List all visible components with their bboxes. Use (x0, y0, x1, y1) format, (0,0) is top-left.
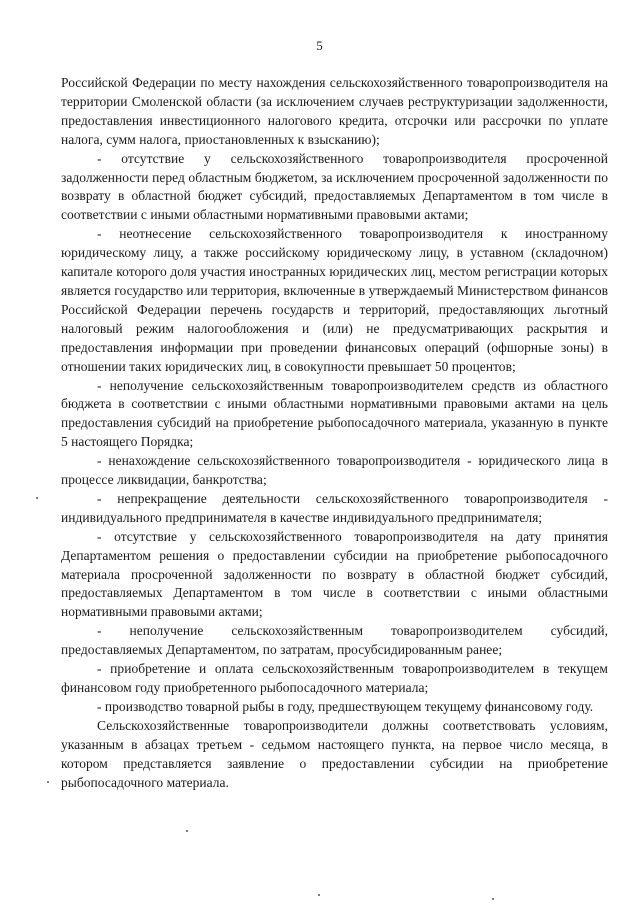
paragraph-list-item: - производство товарной рыбы в году, предшествующем текущему финансовому году. (97, 698, 594, 714)
scan-speck (47, 781, 49, 783)
paragraph-list-item: - отсутствие у сельскохозяйственного товаропроизводителя просроченной задолженности перед областным бюджетом, за исключением просроченной задолженности по возврату в областной бюджет субсидий, предоставляемых Департаментом в том числе в соответствии с иными областными нормативными правовыми актами; (61, 150, 608, 223)
scan-speck (36, 497, 38, 499)
paragraph-continuation: Российской Федерации по месту нахождения сельскохозяйственного товаропроизводителя на территории Смоленской области (за исключением случаев реструктуризации задолженности, предоставления инвестиционного налогового кредита, отсрочки или рассрочки по уплате налога, сумм налога, приостановленных к взысканию); (61, 75, 608, 147)
scan-speck (318, 894, 320, 896)
paragraph-list-item: - приобретение и оплата сельскохозяйственным товаропроизводителем в текущем финансовом году приобретенного рыбопосадочного материала; (61, 661, 608, 695)
document-body (61, 74, 608, 792)
paragraph-list-item: - отсутствие у сельскохозяйственного товаропроизводителя на дату принятия Департаментом решения о предоставлении субсидии на приобретение рыбопосадочного материала просроченной задолженности по возврату в областной бюджет субсидий, предоставляемых Департаментом в том числе в соответствии с иными областными нормативными правовыми актами; (61, 528, 608, 620)
scan-speck (492, 898, 494, 900)
paragraph-list-item: - неполучение сельскохозяйственным товаропроизводителем средств из областного бюджета в соответствии с иными областными нормативными правовыми актами на цель предоставления субсидий на приобретение рыбопосадочного материала, указанную в пункте 5 настоящего Порядка; (61, 377, 608, 450)
paragraph-list-item: - неотнесение сельскохозяйственного товаропроизводителя к иностранному юридическому лицу, а также российскому юридическому лицу, в уставном (складочном) капитале которого доля участия иностранных юридических лиц, местом регистрации которых является государство или территория, включенные в утверждаемый Министерством финансов Российской Федерации перечень государств и территорий, предоставляющих льготный налоговый режим налогообложения и (или) не предусматривающих раскрытия и предоставления информации при проведении финансовых операций (офшорные зоны) в отношении таких юридических лиц, в совокупности превышает 50 процентов; (61, 226, 608, 374)
scan-speck (186, 830, 188, 832)
paragraph-closing: Сельскохозяйственные товаропроизводители должны соответствовать условиям, указанным в абзацах третьем - седьмом настоящего пункта, на первое число месяца, в котором представляется заявление о предоставлении субсидии на приобретение рыбопосадочного материала. (61, 717, 608, 790)
paragraph-list-item: - неполучение сельскохозяйственным товаропроизводителем субсидий, предоставляемых Департаментом, по затратам, просубсидированным ранее; (61, 623, 608, 658)
paragraph-list-item: - ненахождение сельскохозяйственного товаропроизводителя - юридического лица в процессе ликвидации, банкротства; (61, 453, 608, 488)
paragraph-list-item: - непрекращение деятельности сельскохозяйственного товаропроизводителя - индивидуального предпринимателя в качестве индивидуального предпринимателя; (61, 490, 608, 525)
page-number: 5 (316, 38, 323, 53)
